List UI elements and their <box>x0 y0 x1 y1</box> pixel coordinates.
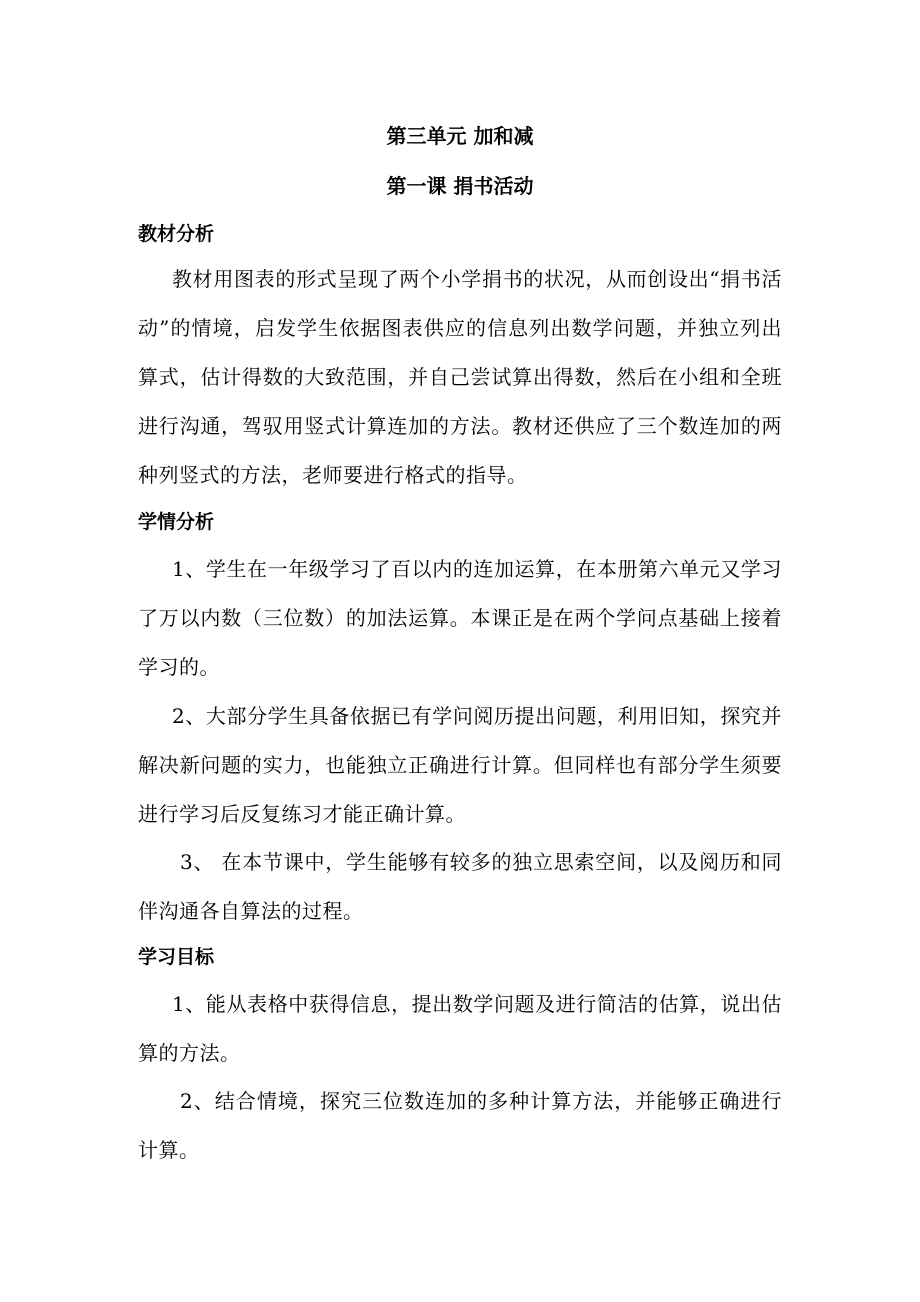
section-heading-learning-goals: 学习目标 <box>138 946 215 968</box>
section-heading-textbook-analysis: 教材分析 <box>138 223 215 245</box>
paragraph-student-analysis-3: 3、 在本节课中，学生能够有较多的独立思索空间，以及阅历和同伴沟通各自算法的过程。 <box>138 850 782 923</box>
lesson-title: 第一课 捐书活动 <box>386 174 534 198</box>
paragraph-textbook-analysis: 教材用图表的形式呈现了两个小学捐书的状况，从而创设出“捐书活动”的情境，启发学生依据图表供应的信息列出数学问题，并独立列出算式，估计得数的大致范围，并自己尝试算出得数，然后在小组和全班进行沟通，驾驭用竖式计算连加的方法。教材还供应了三个数连加的两种列竖式的方法，老师要进行格式的指导。 <box>138 267 782 487</box>
paragraph-student-analysis-2: 2、大部分学生具备依据已有学问阅历提出问题，利用旧知，探究并解决新问题的实力，也能独立正确进行计算。但同样也有部分学生须要进行学习后反复练习才能正确计算。 <box>138 704 782 826</box>
paragraph-student-analysis-1: 1、学生在一年级学习了百以内的连加运算，在本册第六单元又学习了万以内数（三位数）的加法运算。本课正是在两个学问点基础上接着学习的。 <box>138 557 782 679</box>
paragraph-learning-goal-2: 2、结合情境，探究三位数连加的多种计算方法，并能够正确进行计算。 <box>138 1089 782 1162</box>
section-heading-student-analysis: 学情分析 <box>138 511 215 533</box>
paragraph-learning-goal-1: 1、能从表格中获得信息，提出数学问题及进行简洁的估算，说出估算的方法。 <box>138 992 782 1065</box>
unit-title: 第三单元 加和减 <box>386 124 534 148</box>
